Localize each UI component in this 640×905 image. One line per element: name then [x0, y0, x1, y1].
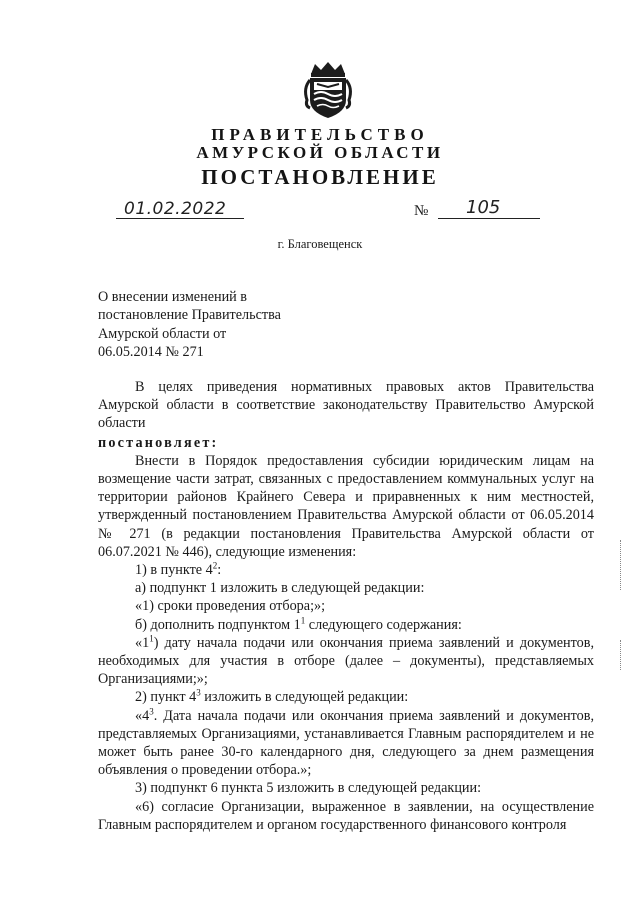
region-title: АМУРСКОЙ ОБЛАСТИ: [196, 143, 444, 162]
number-underline: [438, 218, 540, 219]
item-paragraph: «6) согласие Организации, выраженное в заявлении, на осуществление Главным распорядителем и органом государственного финансового контроля: [98, 798, 594, 833]
intro-paragraph: В целях приведения нормативных правовых актов Правительства Амурской области в соответствие законодательству Правительство Амурской области: [98, 379, 594, 432]
item-paragraph: 1) в пункте $4^2$:: [135, 560, 222, 579]
amur-coat-of-arms-emblem: [301, 60, 355, 120]
date-underline: [116, 218, 244, 219]
subject-line: 06.05.2014 № 271: [98, 343, 204, 360]
subject-line: Амурской области от: [98, 325, 227, 342]
scan-margin-mark: [620, 640, 622, 670]
document-type-title: ПОСТАНОВЛЕНИЕ: [201, 165, 439, 189]
item-paragraph: 2) пункт $4^3$ изложить в следующей редакции:: [135, 687, 409, 706]
subject-line: О внесении изменений в: [98, 289, 248, 305]
item-paragraph: «$4^3$. Дата начала подачи или окончания приема заявлений и документов, представляемых Организациями, устанавливается Главным распорядителем и не может быть ранее 30-го календарного дня, следующего за днем размещения объявления о проведении отбора.»;: [98, 705, 594, 779]
document-body: [98, 378, 594, 834]
government-title: ПРАВИТЕЛЬСТВО: [211, 125, 429, 144]
resolve-word: постановляет:: [98, 434, 219, 451]
item-paragraph: «1) сроки проведения отбора;»;: [135, 598, 326, 615]
handwritten-date: 01.02.2022: [124, 199, 227, 219]
subject-line: постановление Правительства: [98, 307, 281, 324]
number-label: №: [414, 203, 429, 219]
item-paragraph: «$1^1$) дату начала подачи или окончания приема заявлений и документов, необходимых для участия в отборе (далее – документы), представляемых Организациями;»;: [98, 633, 594, 688]
city-name: г. Благовещенск: [277, 237, 363, 251]
handwritten-number: 105: [466, 197, 501, 218]
main-paragraph: Внести в Порядок предоставления субсидии юридическим лицам на возмещение части затрат, связанных с предоставлением коммунальных услуг на территории районов Крайнего Севера и приравненных к ним местностей, утвержденный постановлением Правительства Амурской области от 06.05.2014 № 271 (в редакции постановления Правительства Амурской области от 06.07.2021 № 446), следующие изменения:: [98, 452, 594, 560]
item-paragraph: 3) подпункт 6 пункта 5 изложить в следующей редакции:: [135, 780, 482, 797]
item-paragraph: б) дополнить подпунктом $1^1$ следующего содержания:: [135, 614, 462, 633]
scan-margin-mark: [620, 540, 622, 590]
item-paragraph: а) подпункт 1 изложить в следующей редакции:: [135, 580, 425, 597]
document-subject: [98, 288, 281, 361]
